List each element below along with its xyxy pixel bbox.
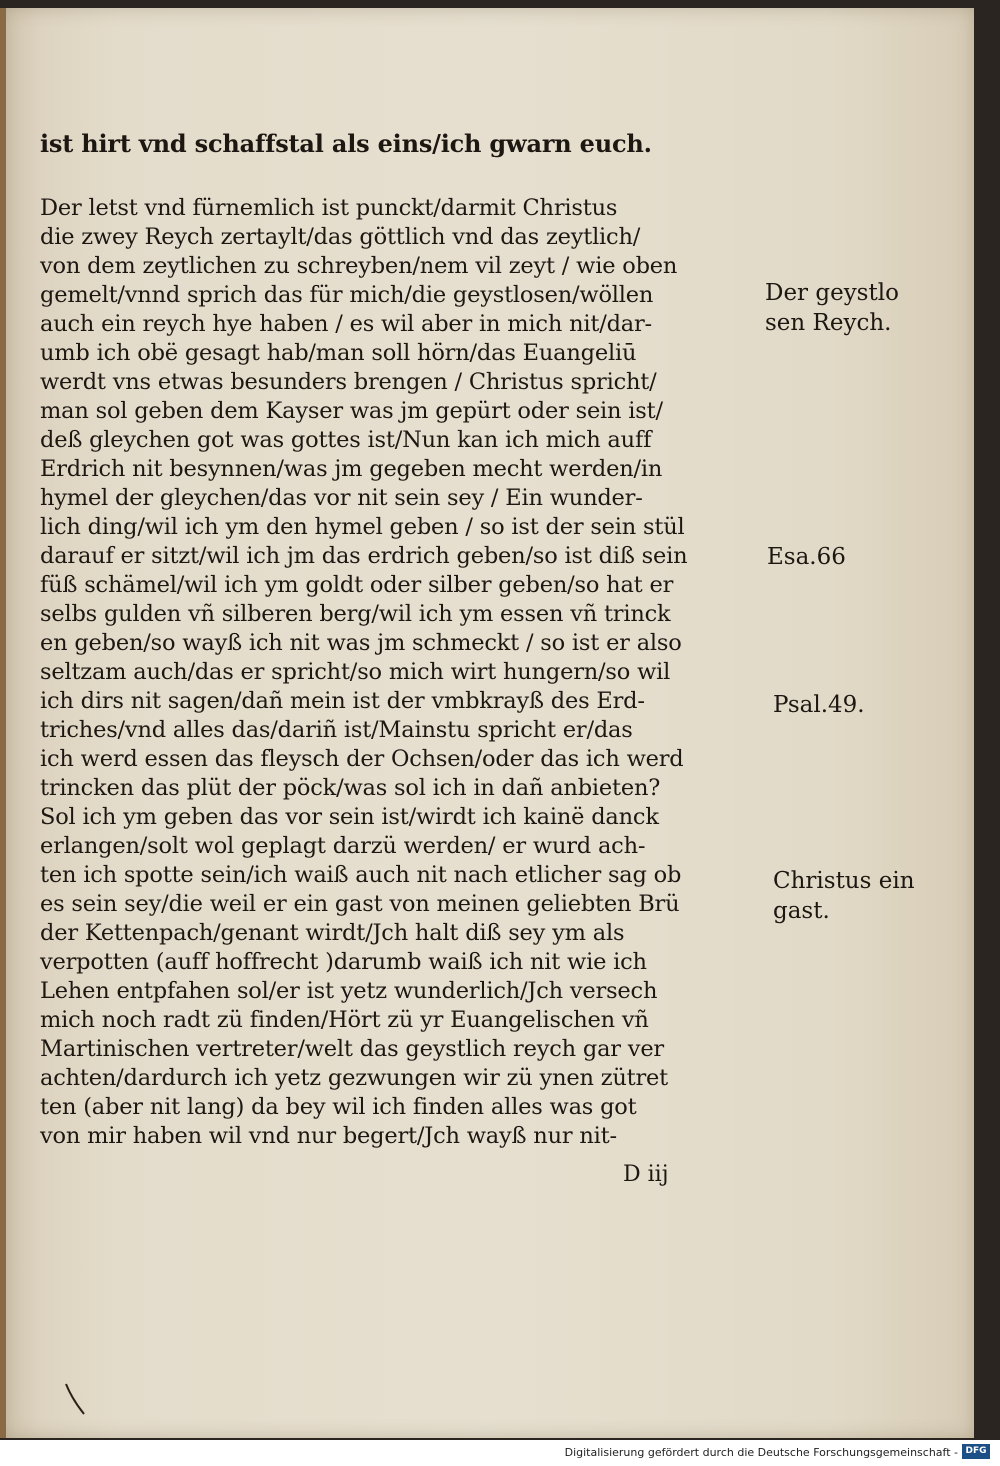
body-line: selbs gulden vñ silberen berg/wil ich ym essen vñ trinck (40, 601, 671, 627)
body-line: Erdrich nit besynnen/was jm gegeben mecht werden/in (40, 456, 663, 482)
body-line: ich werd essen das fleysch der Ochsen/oder das ich werd (40, 746, 684, 772)
body-line: triches/vnd alles das/dariñ ist/Mainstu spricht er/das (40, 717, 633, 743)
body-line: en geben/so wayß ich nit was jm schmeckt / so ist er also (40, 630, 682, 656)
margin-note: Psal.49. (773, 692, 865, 718)
body-line: darauf er sitzt/wil ich jm das erdrich geben/so ist diß sein (40, 543, 688, 569)
body-line: es sein sey/die weil er ein gast von meinen geliebten Brü (40, 891, 680, 917)
body-line: der Kettenpach/genant wirdt/Jch halt diß sey ym als (40, 920, 625, 946)
body-line: von dem zeytlichen zu schreyben/nem vil zeyt / wie oben (40, 253, 678, 279)
body-line: achten/dardurch ich yetz gezwungen wir zü ynen zütret (40, 1065, 669, 1091)
body-line: trincken das plüt der pöck/was sol ich in dañ anbieten? (40, 775, 661, 801)
dfg-logo: DFG (962, 1444, 990, 1459)
body-line: seltzam auch/das er spricht/so mich wirt hungern/so wil (40, 659, 671, 685)
body-line: deß gleychen got was gottes ist/Nun kan ich mich auff (40, 427, 652, 453)
body-line: ich dirs nit sagen/dañ mein ist der vmbkrayß des Erd- (40, 688, 645, 714)
body-line: ten ich spotte sein/ich waiß auch nit nach etlicher sag ob (40, 862, 682, 888)
body-line: mich noch radt zü finden/Hört zü yr Euangelischen vñ (40, 1007, 649, 1033)
body-line: Sol ich ym geben das vor sein ist/wirdt ich kainë danck (40, 804, 659, 830)
margin-note: Christus ein (773, 868, 915, 894)
signature-mark: D iij (623, 1162, 669, 1187)
page-spine-edge (0, 8, 6, 1438)
body-line: Der letst vnd fürnemlich ist punckt/darmit Christus (40, 195, 618, 221)
body-line: ten (aber nit lang) da bey wil ich finden alles was got (40, 1094, 637, 1120)
body-line: Martinischen vertreter/welt das geystlich reych gar ver (40, 1036, 664, 1062)
body-line: die zwey Reych zertaylt/das göttlich vnd das zeytlich/ (40, 224, 641, 250)
margin-note: sen Reych. (765, 310, 892, 336)
body-line: werdt vns etwas besunders brengen / Christus spricht/ (40, 369, 657, 395)
funding-credit: Digitalisierung gefördert durch die Deutsche Forschungsgemeinschaft - (564, 1446, 958, 1459)
body-line: von mir haben wil vnd nur begert/Jch wayß nur nit- (40, 1123, 617, 1149)
body-line: erlangen/solt wol geplagt darzü werden/ er wurd ach- (40, 833, 646, 859)
body-line: verpotten (auff hoffrecht )darumb waiß ich nit wie ich (40, 949, 647, 975)
pen-stroke-mark (62, 1382, 88, 1418)
body-line: man sol geben dem Kayser was jm gepürt oder sein ist/ (40, 398, 663, 424)
first-line: ist hirt vnd schaffstal als eins/ich gwarn euch. (40, 129, 652, 158)
body-line: umb ich obë gesagt hab/man soll hörn/das Euangeliū (40, 340, 637, 366)
body-line: gemelt/vnnd sprich das für mich/die geystlosen/wöllen (40, 282, 654, 308)
margin-note: Esa.66 (767, 544, 846, 570)
margin-note: gast. (773, 898, 830, 924)
body-line: füß schämel/wil ich ym goldt oder silber geben/so hat er (40, 572, 674, 598)
body-line: lich ding/wil ich ym den hymel geben / so ist der sein stül (40, 514, 685, 540)
footer-bar (0, 1440, 1000, 1466)
body-line: hymel der gleychen/das vor nit sein sey / Ein wunder- (40, 485, 643, 511)
margin-note: Der geystlo (765, 280, 899, 306)
body-line: Lehen entpfahen sol/er ist yetz wunderlich/Jch versech (40, 978, 658, 1004)
body-line: auch ein reych hye haben / es wil aber in mich nit/dar- (40, 311, 652, 337)
